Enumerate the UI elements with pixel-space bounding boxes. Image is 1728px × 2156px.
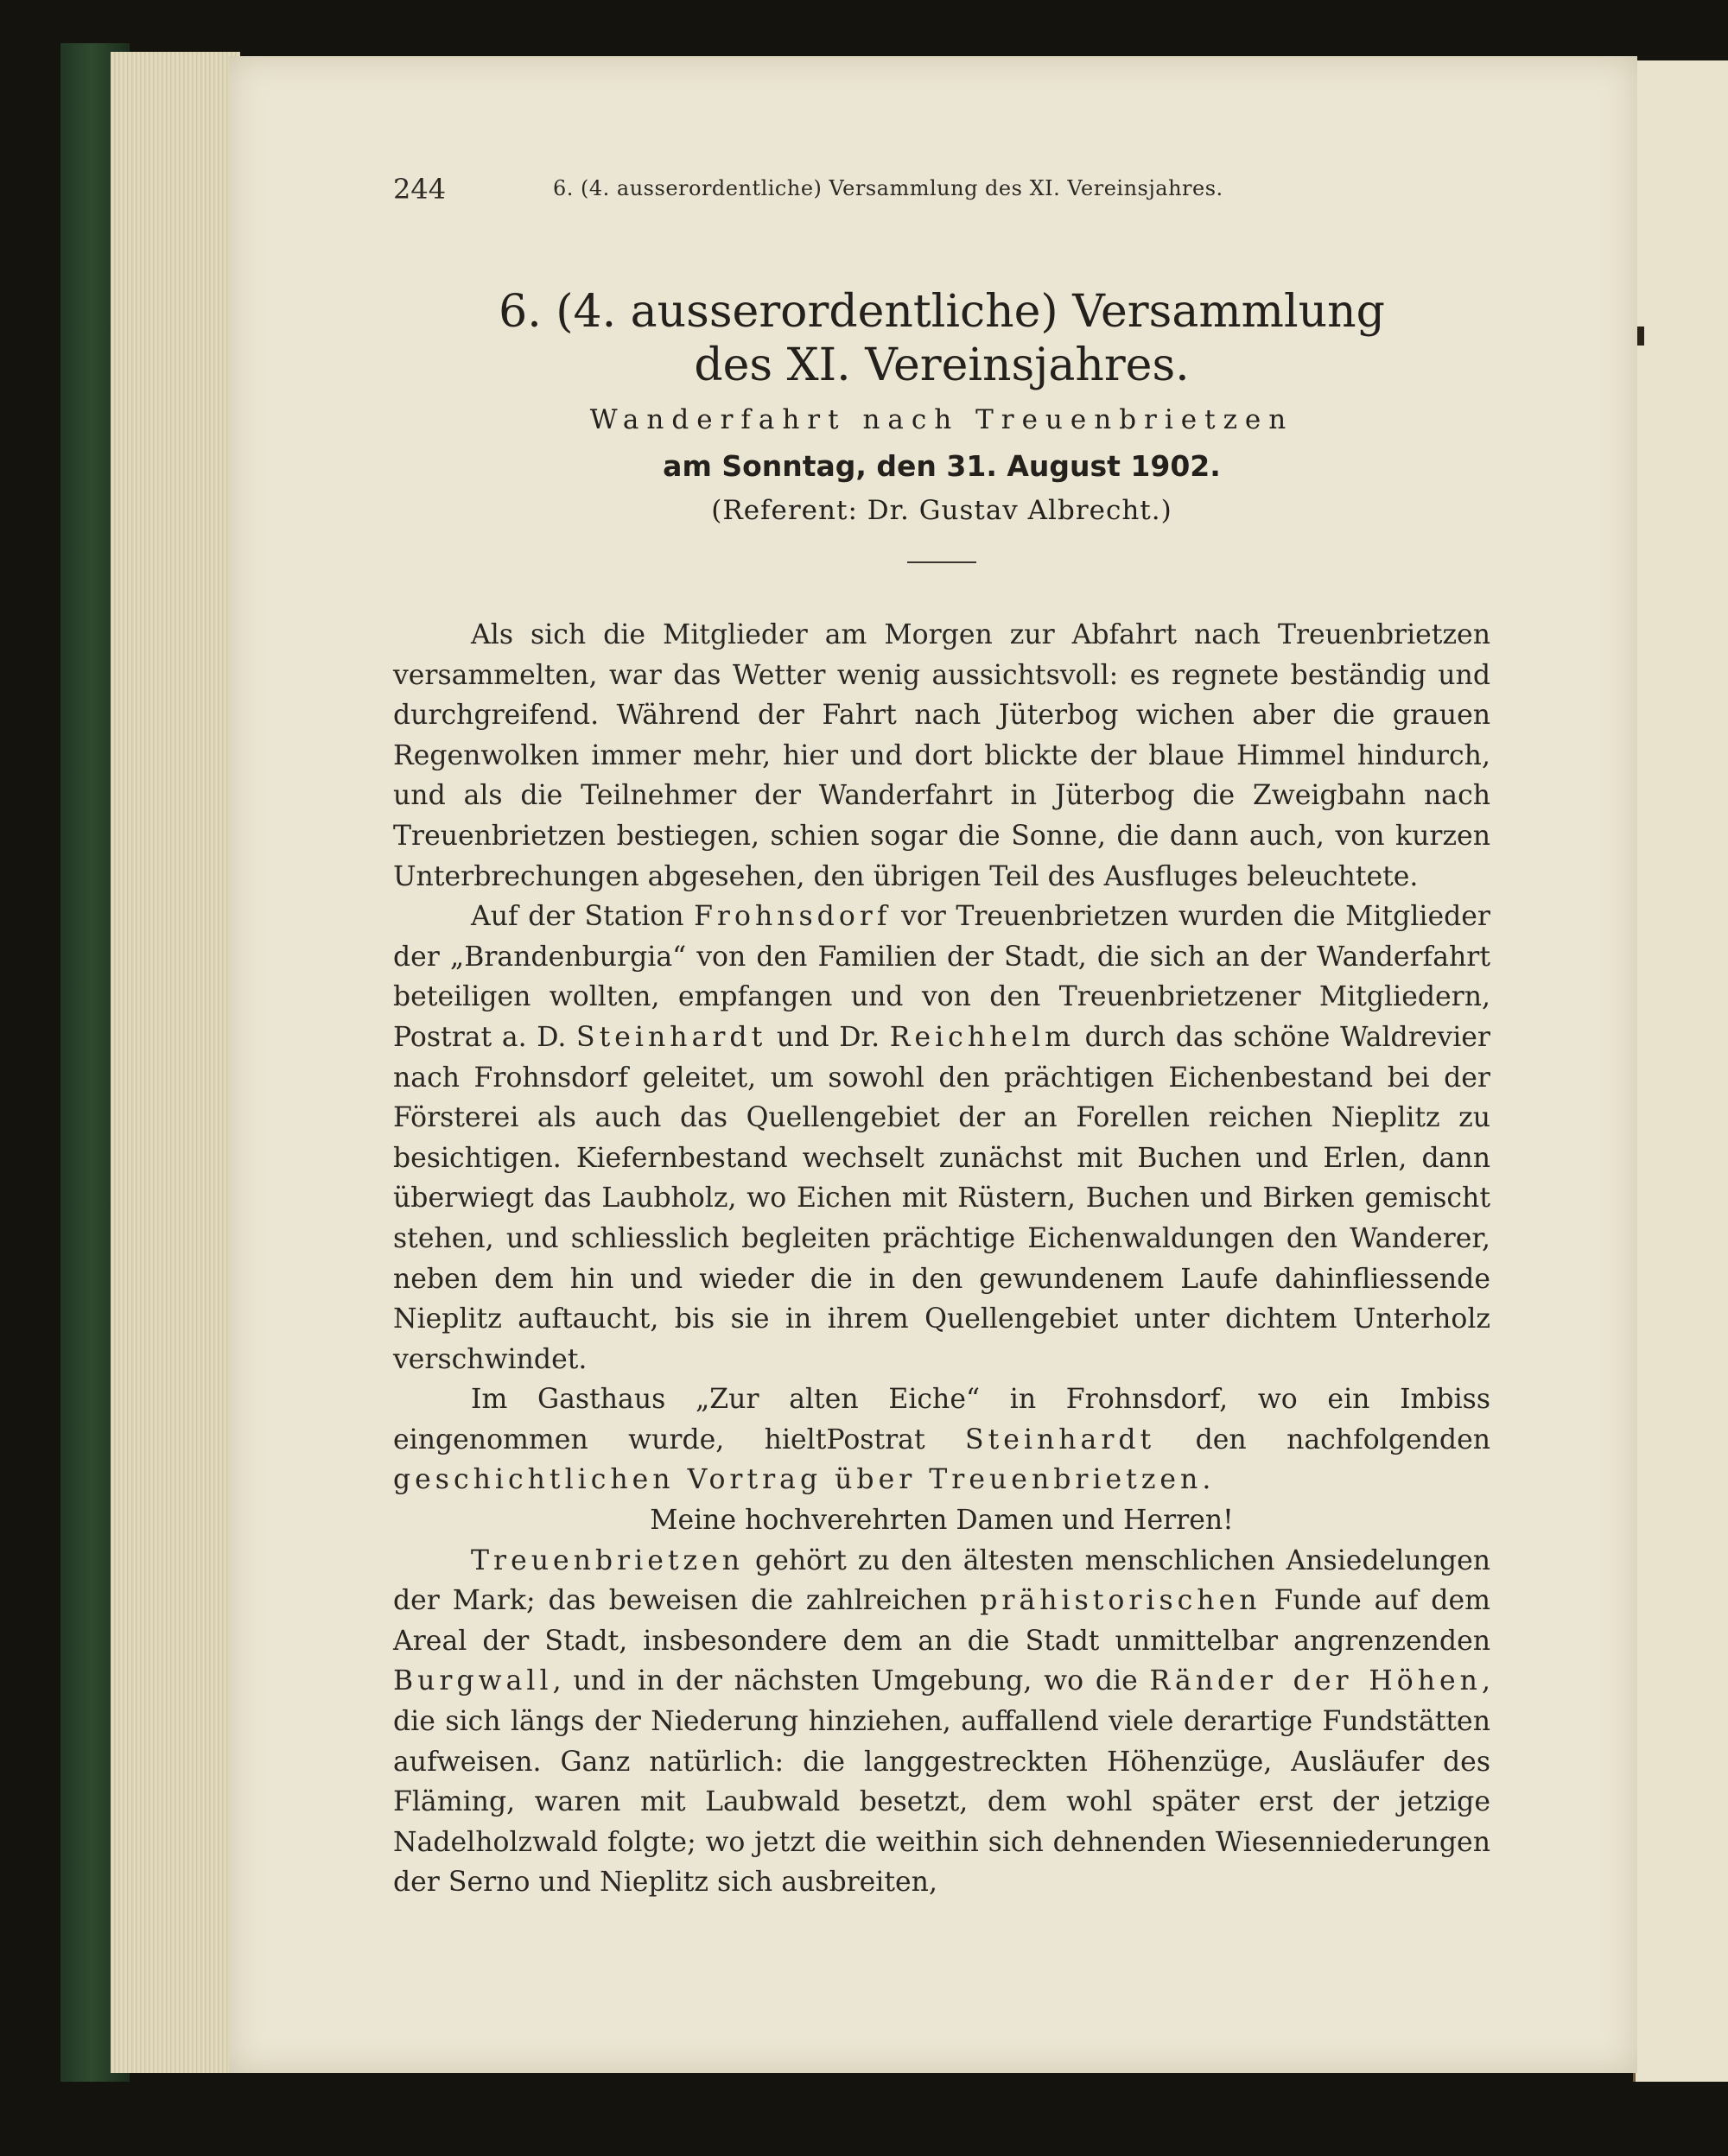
section-subtitle: Wanderfahrt nach Treuenbrietzen [589,404,1294,435]
page-number: 244 [393,173,447,206]
body-text [393,615,1490,1903]
text-run: . [1202,1464,1211,1496]
text-run: , und in der nächsten Umgebung, wo die [552,1665,1150,1697]
paragraph-3 [393,1379,1490,1500]
paragraph-2 [393,897,1490,1379]
text-run: Im Gasthaus „Zur alten Eiche“ in Frohnsdorf, wo ein Imbiss eingenommen wurde, hieltPostrat [393,1384,1490,1455]
facing-page-edge [1633,60,1728,2082]
text-run: und Dr. [766,1021,890,1053]
text-run: Funde auf dem Areal der Stadt, insbesondere dem an die Stadt unmittelbar angrenzenden [393,1585,1490,1657]
text-run: durch das schöne Waldrevier nach Frohnsdorf geleitet, um sowohl den prächtigen Eichenbestand bei der Försterei als auch das Quellengebiet der an Forellen reichen Nieplitz zu besichtigen. Kiefernbestand wechselt zunächst mit Buchen und Erlen, dann überwiegt das Laubholz, wo Eichen mit Rüstern, Buchen und Birken gemischt stehen, und schliesslich begleiten prächtige Eichenwaldungen den Wanderer, neben dem hin und wieder die in den gewundenem Laufe dahinfliessende Nieplitz auftaucht, bis sie in ihrem Quellengebiet unter dichtem Unterholz verschwindet. [393,1021,1490,1375]
section-date: am Sonntag, den 31. August 1902. [663,449,1221,483]
text-run: , die sich längs der Niederung hinziehen, auffallend viele derartige Fundstätten aufweisen. Ganz natürlich: die langgestreckten Höhenzüge, Ausläufer des Fläming, waren mit Laubwald besetzt, dem wohl später erst der jetzige Nadelholzwald folgte; wo jetzt die weithin sich dehnenden Wiesenniederungen der Serno und Nieplitz sich ausbreiten, [393,1665,1490,1899]
text-run: vor Treuenbrietzen wurden die Mitglieder der „Brandenburgia“ von den Familien der Stadt, die sich an der Wanderfahrt beteiligen wollten, empfangen und von den Treuenbrietzener Mitgliedern, Postrat a. D. [393,901,1490,1053]
spaced-phrase: Ränder der Höhen [1149,1665,1482,1697]
spaced-word: Burgwall [393,1665,553,1697]
section-referent: (Referent: Dr. Gustav Albrecht.) [711,495,1172,526]
text-run: gehört zu den ältesten menschlichen Ansiedelungen der Mark; das beweisen die zahlreichen [393,1544,1490,1617]
spaced-name: Steinhardt [965,1424,1156,1455]
paragraph-1: Als sich die Mitglieder am Morgen zur Abfahrt nach Treuenbrietzen versammelten, war das Wetter wenig aussichtsvoll: es regnete beständig und durchgreifend. Während der Fahrt nach Jüterbog wichen aber die grauen Regenwolken immer mehr, hier und dort blickte der blaue Himmel hindurch, und als die Teilnehmer der Wanderfahrt in Jüterbog die Zweigbahn nach Treuenbrietzen bestiegen, schien sogar die Sonne, die dann auch, von kurzen Unterbrechungen abgesehen, den übrigen Teil des Ausfluges beleuchtete. [393,619,1490,892]
page-stack-edge [111,52,240,2073]
spaced-name: Frohnsdorf [694,901,892,933]
spaced-name: Treuenbrietzen [471,1544,745,1576]
spaced-word: prähistorischen [980,1585,1261,1617]
speech-opening: Meine hochverehrten Damen und Herren! [650,1505,1234,1537]
spaced-name: Steinhardt [576,1021,767,1053]
title-divider [907,561,976,563]
section-title-block [393,285,1490,563]
paragraph-4 [393,1541,1490,1903]
running-title: 6. (4. ausserordentliche) Versammlung des XI. Vereinsjahres. [553,176,1223,200]
text-run: den nachfolgenden [1155,1424,1490,1455]
section-title-line1: 6. (4. ausserordentliche) Versammlung [499,286,1385,338]
spaced-name: Reichhelm [889,1021,1075,1053]
text-run: Auf der Station [471,901,695,933]
spaced-phrase: geschichtlichen Vortrag über Treuenbrietzen [393,1464,1203,1496]
section-title-line2: des XI. Vereinsjahres. [694,339,1190,391]
